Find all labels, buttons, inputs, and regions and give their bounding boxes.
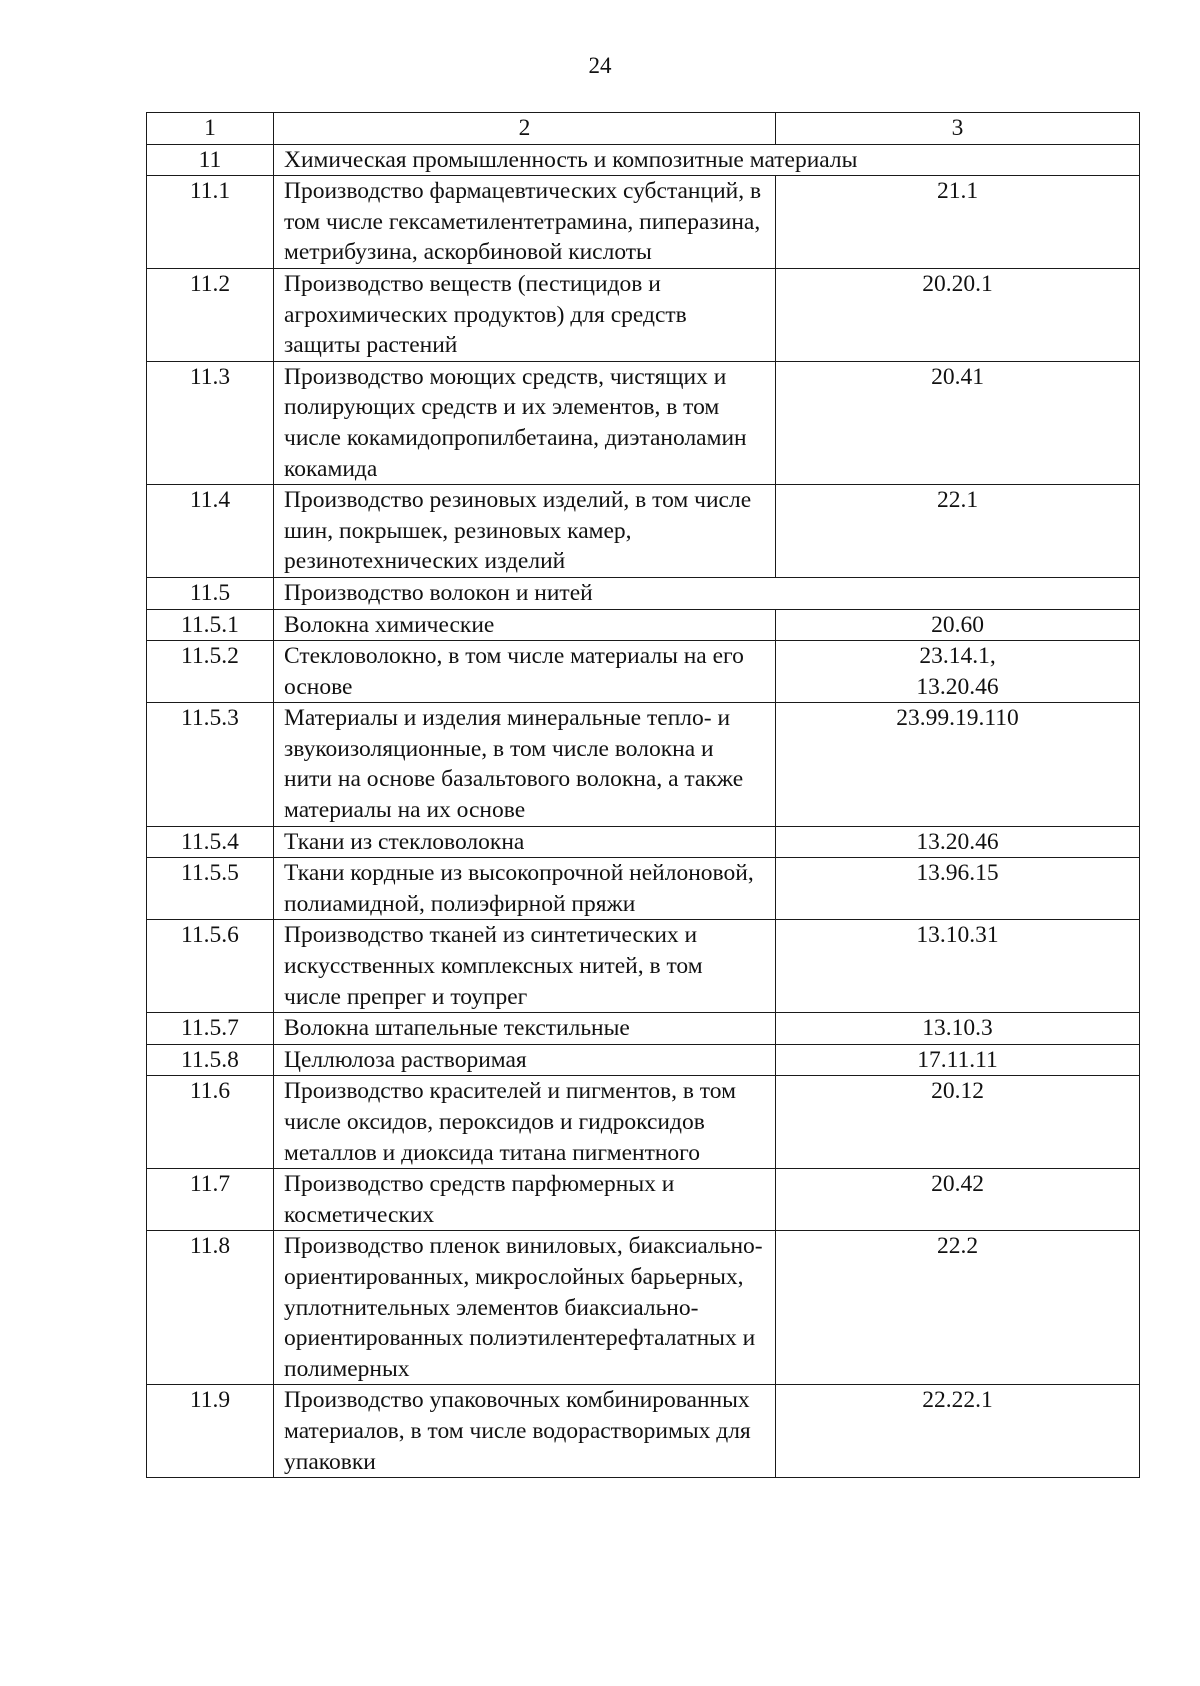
- table-row: [147, 703, 1140, 826]
- row-code-cell: 20.20.1: [776, 268, 1140, 361]
- row-code-cell: 21.1: [776, 176, 1140, 269]
- row-number-cell: 11.5.6: [147, 920, 274, 1013]
- row-code-cell: 22.2: [776, 1231, 1140, 1385]
- row-number-cell: 11.4: [147, 485, 274, 578]
- row-code-cell: 20.12: [776, 1076, 1140, 1169]
- table-row: [147, 268, 1140, 361]
- row-code-cell: 20.42: [776, 1169, 1140, 1231]
- table-row: [147, 1044, 1140, 1076]
- row-code-cell: 13.96.15: [776, 858, 1140, 920]
- table-row: [147, 1013, 1140, 1045]
- row-description-cell: Производство красителей и пигментов, в том числе оксидов, пероксидов и гидроксидов металлов и диоксида титана пигментного: [274, 1076, 776, 1169]
- row-code-cell: 13.10.31: [776, 920, 1140, 1013]
- row-number-cell: 11.5: [147, 577, 274, 609]
- row-description-cell: Производство пленок виниловых, биаксиально-ориентированных, микрослойных барьерных, уплотнительных элементов биаксиально-ориентированных полиэтилентерефталатных и полимерных: [274, 1231, 776, 1385]
- row-number-cell: 11.5.8: [147, 1044, 274, 1076]
- row-code-cell: 23.14.1, 13.20.46: [776, 641, 1140, 703]
- table-row: [147, 1231, 1140, 1385]
- table-row: [147, 920, 1140, 1013]
- row-code-cell: 17.11.11: [776, 1044, 1140, 1076]
- row-description-cell: Волокна химические: [274, 609, 776, 641]
- row-number-cell: 11.3: [147, 361, 274, 484]
- row-description-cell: Стекловолокно, в том числе материалы на его основе: [274, 641, 776, 703]
- table-row: [147, 641, 1140, 703]
- row-number-cell: 11.5.2: [147, 641, 274, 703]
- row-description-cell: Производство тканей из синтетических и искусственных комплексных нитей, в том числе препрег и тоупрег: [274, 920, 776, 1013]
- row-code-cell: 20.41: [776, 361, 1140, 484]
- row-code-cell: 20.60: [776, 609, 1140, 641]
- table-row: [147, 826, 1140, 858]
- row-description-cell: Волокна штапельные текстильные: [274, 1013, 776, 1045]
- row-number-cell: 11.6: [147, 1076, 274, 1169]
- table-row: [147, 485, 1140, 578]
- row-description-cell: Производство фармацевтических субстанций, в том числе гексаметилентетрамина, пиперазина, метрибузина, аскорбиновой кислоты: [274, 176, 776, 269]
- row-number-cell: 11.5.5: [147, 858, 274, 920]
- table-row: [147, 1385, 1140, 1478]
- row-code-cell: 23.99.19.110: [776, 703, 1140, 826]
- row-description-cell: Производство волокон и нитей: [274, 577, 1140, 609]
- row-code-cell: 13.20.46: [776, 826, 1140, 858]
- row-number-cell: 11: [147, 144, 274, 176]
- row-description-cell: Ткани из стекловолокна: [274, 826, 776, 858]
- page-number: 24: [588, 53, 612, 78]
- table-body: [147, 113, 1140, 1478]
- row-code-cell: 22.22.1: [776, 1385, 1140, 1478]
- table-row: [147, 609, 1140, 641]
- row-number-cell: 11.5.7: [147, 1013, 274, 1045]
- row-description-cell: Производство упаковочных комбинированных материалов, в том числе водорастворимых для упаковки: [274, 1385, 776, 1478]
- table-row: [147, 1076, 1140, 1169]
- industry-codes-table: [146, 112, 1140, 1478]
- column-header-2: 2: [274, 113, 776, 145]
- table-row: [147, 577, 1140, 609]
- row-code-cell: 13.10.3: [776, 1013, 1140, 1045]
- row-number-cell: 11.8: [147, 1231, 274, 1385]
- row-description-cell: Ткани кордные из высокопрочной нейлоновой, полиамидной, полиэфирной пряжи: [274, 858, 776, 920]
- row-number-cell: 11.2: [147, 268, 274, 361]
- row-number-cell: 11.1: [147, 176, 274, 269]
- row-description-cell: Производство резиновых изделий, в том числе шин, покрышек, резиновых камер, резинотехнических изделий: [274, 485, 776, 578]
- row-number-cell: 11.7: [147, 1169, 274, 1231]
- table-row: [147, 176, 1140, 269]
- row-number-cell: 11.5.1: [147, 609, 274, 641]
- row-number-cell: 11.5.4: [147, 826, 274, 858]
- table-row: [147, 858, 1140, 920]
- row-description-cell: Производство моющих средств, чистящих и полирующих средств и их элементов, в том числе кокамидопропилбетаина, диэтаноламин кокамида: [274, 361, 776, 484]
- table-row: [147, 144, 1140, 176]
- row-description-cell: Материалы и изделия минеральные тепло- и звукоизоляционные, в том числе волокна и нити на основе базальтового волокна, а также материалы на их основе: [274, 703, 776, 826]
- row-description-cell: Химическая промышленность и композитные материалы: [274, 144, 1140, 176]
- column-header-3: 3: [776, 113, 1140, 145]
- row-number-cell: 11.9: [147, 1385, 274, 1478]
- table-header-row: [147, 113, 1140, 145]
- table-row: [147, 361, 1140, 484]
- row-description-cell: Целлюлоза растворимая: [274, 1044, 776, 1076]
- row-number-cell: 11.5.3: [147, 703, 274, 826]
- column-header-1: 1: [147, 113, 274, 145]
- table-row: [147, 1169, 1140, 1231]
- row-description-cell: Производство веществ (пестицидов и агрохимических продуктов) для средств защиты растений: [274, 268, 776, 361]
- row-description-cell: Производство средств парфюмерных и косметических: [274, 1169, 776, 1231]
- row-code-cell: 22.1: [776, 485, 1140, 578]
